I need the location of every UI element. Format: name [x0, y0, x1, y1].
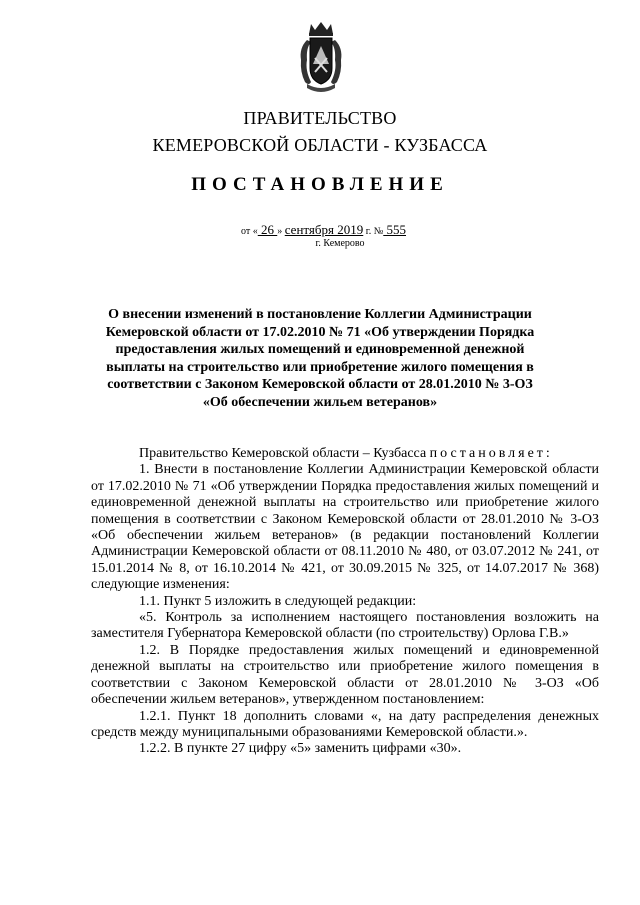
preamble-paragraph: [91, 446, 599, 462]
government-name-line-2: КЕМЕРОВСКОЙ ОБЛАСТИ - КУЗБАССА: [152, 135, 488, 155]
date-suffix: г. №: [363, 226, 384, 237]
document-type-heading: ПОСТАНОВЛЕНИЕ: [191, 174, 449, 195]
document-date-line: [241, 222, 406, 238]
paragraph-1: 1. Внести в постановление Коллегии Администрации Кемеровской области от 17.02.2010 № 71 «Об утверждении Порядка предоставления жилых помещений и единовременной денежной выплаты на строительство или приобретение жилого помещения в соответствии с Законом Кемеровской области от 28.01.2010 № 3-ОЗ «Об обеспечении жильем ветеранов» (в редакции постановлений Коллегии Администрации Кемеровской области от 08.11.2010 № 480, от 03.07.2012 № 241, от 15.01.2014 № 8, от 16.10.2014 № 421, от 30.09.2015 № 325, от 14.07.2017 № 368) следующие изменения:: [91, 462, 599, 593]
title-line: О внесении изменений в постановление Коллегии Администрации: [108, 307, 532, 322]
preamble-resolves: постановляет:: [429, 446, 553, 461]
coat-of-arms-emblem: [297, 20, 345, 96]
title-line: выплаты на строительство или приобретение жилого помещения в: [106, 359, 534, 375]
date-month-year: сентября 2019: [284, 222, 364, 237]
paragraph-1-1-quote: «5. Контроль за исполнением настоящего постановления возложить на заместителя Губернатора Кемеровской области (по строительству) Орлова Г.В.»: [91, 610, 599, 642]
title-line: соответствии с Законом Кемеровской области от 28.01.2010 № 3-ОЗ: [107, 377, 533, 392]
date-day: 26: [257, 222, 278, 237]
city-name: г. Кемерово: [315, 238, 365, 249]
paragraph-1-2-2: 1.2.2. В пункте 27 цифру «5» заменить цифрами «30».: [139, 741, 462, 757]
date-prefix: от «: [241, 226, 258, 237]
government-name-line-1: ПРАВИТЕЛЬСТВО: [243, 108, 397, 128]
preamble-text: Правительство Кемеровской области – Кузбасса: [139, 446, 430, 461]
title-line: «Об обеспечении жильем ветеранов»: [202, 394, 438, 410]
document-title: [100, 306, 540, 411]
title-line: предоставления жилых помещений и единовременной денежной: [115, 342, 525, 357]
date-mid: »: [277, 226, 285, 237]
paragraph-1-2-1: 1.2.1. Пункт 18 дополнить словами «, на дату распределения денежных средств между муниципальными образованиями Кемеровской области.».: [91, 708, 599, 740]
paragraph-1-1: 1.1. Пункт 5 изложить в следующей редакции:: [139, 593, 417, 609]
document-number: 555: [383, 222, 407, 237]
paragraph-1-2: 1.2. В Порядке предоставления жилых помещений и единовременной денежной выплаты на строительство или приобретение жилого помещения в соответствии с Законом Кемеровской области от 28.01.2010 № 3-ОЗ «Об обеспечении жильем ветеранов», утвержденном постановлением:: [91, 642, 599, 708]
title-line: Кемеровской области от 17.02.2010 № 71 «Об утверждении Порядка: [105, 324, 535, 340]
body-text: [91, 446, 599, 758]
